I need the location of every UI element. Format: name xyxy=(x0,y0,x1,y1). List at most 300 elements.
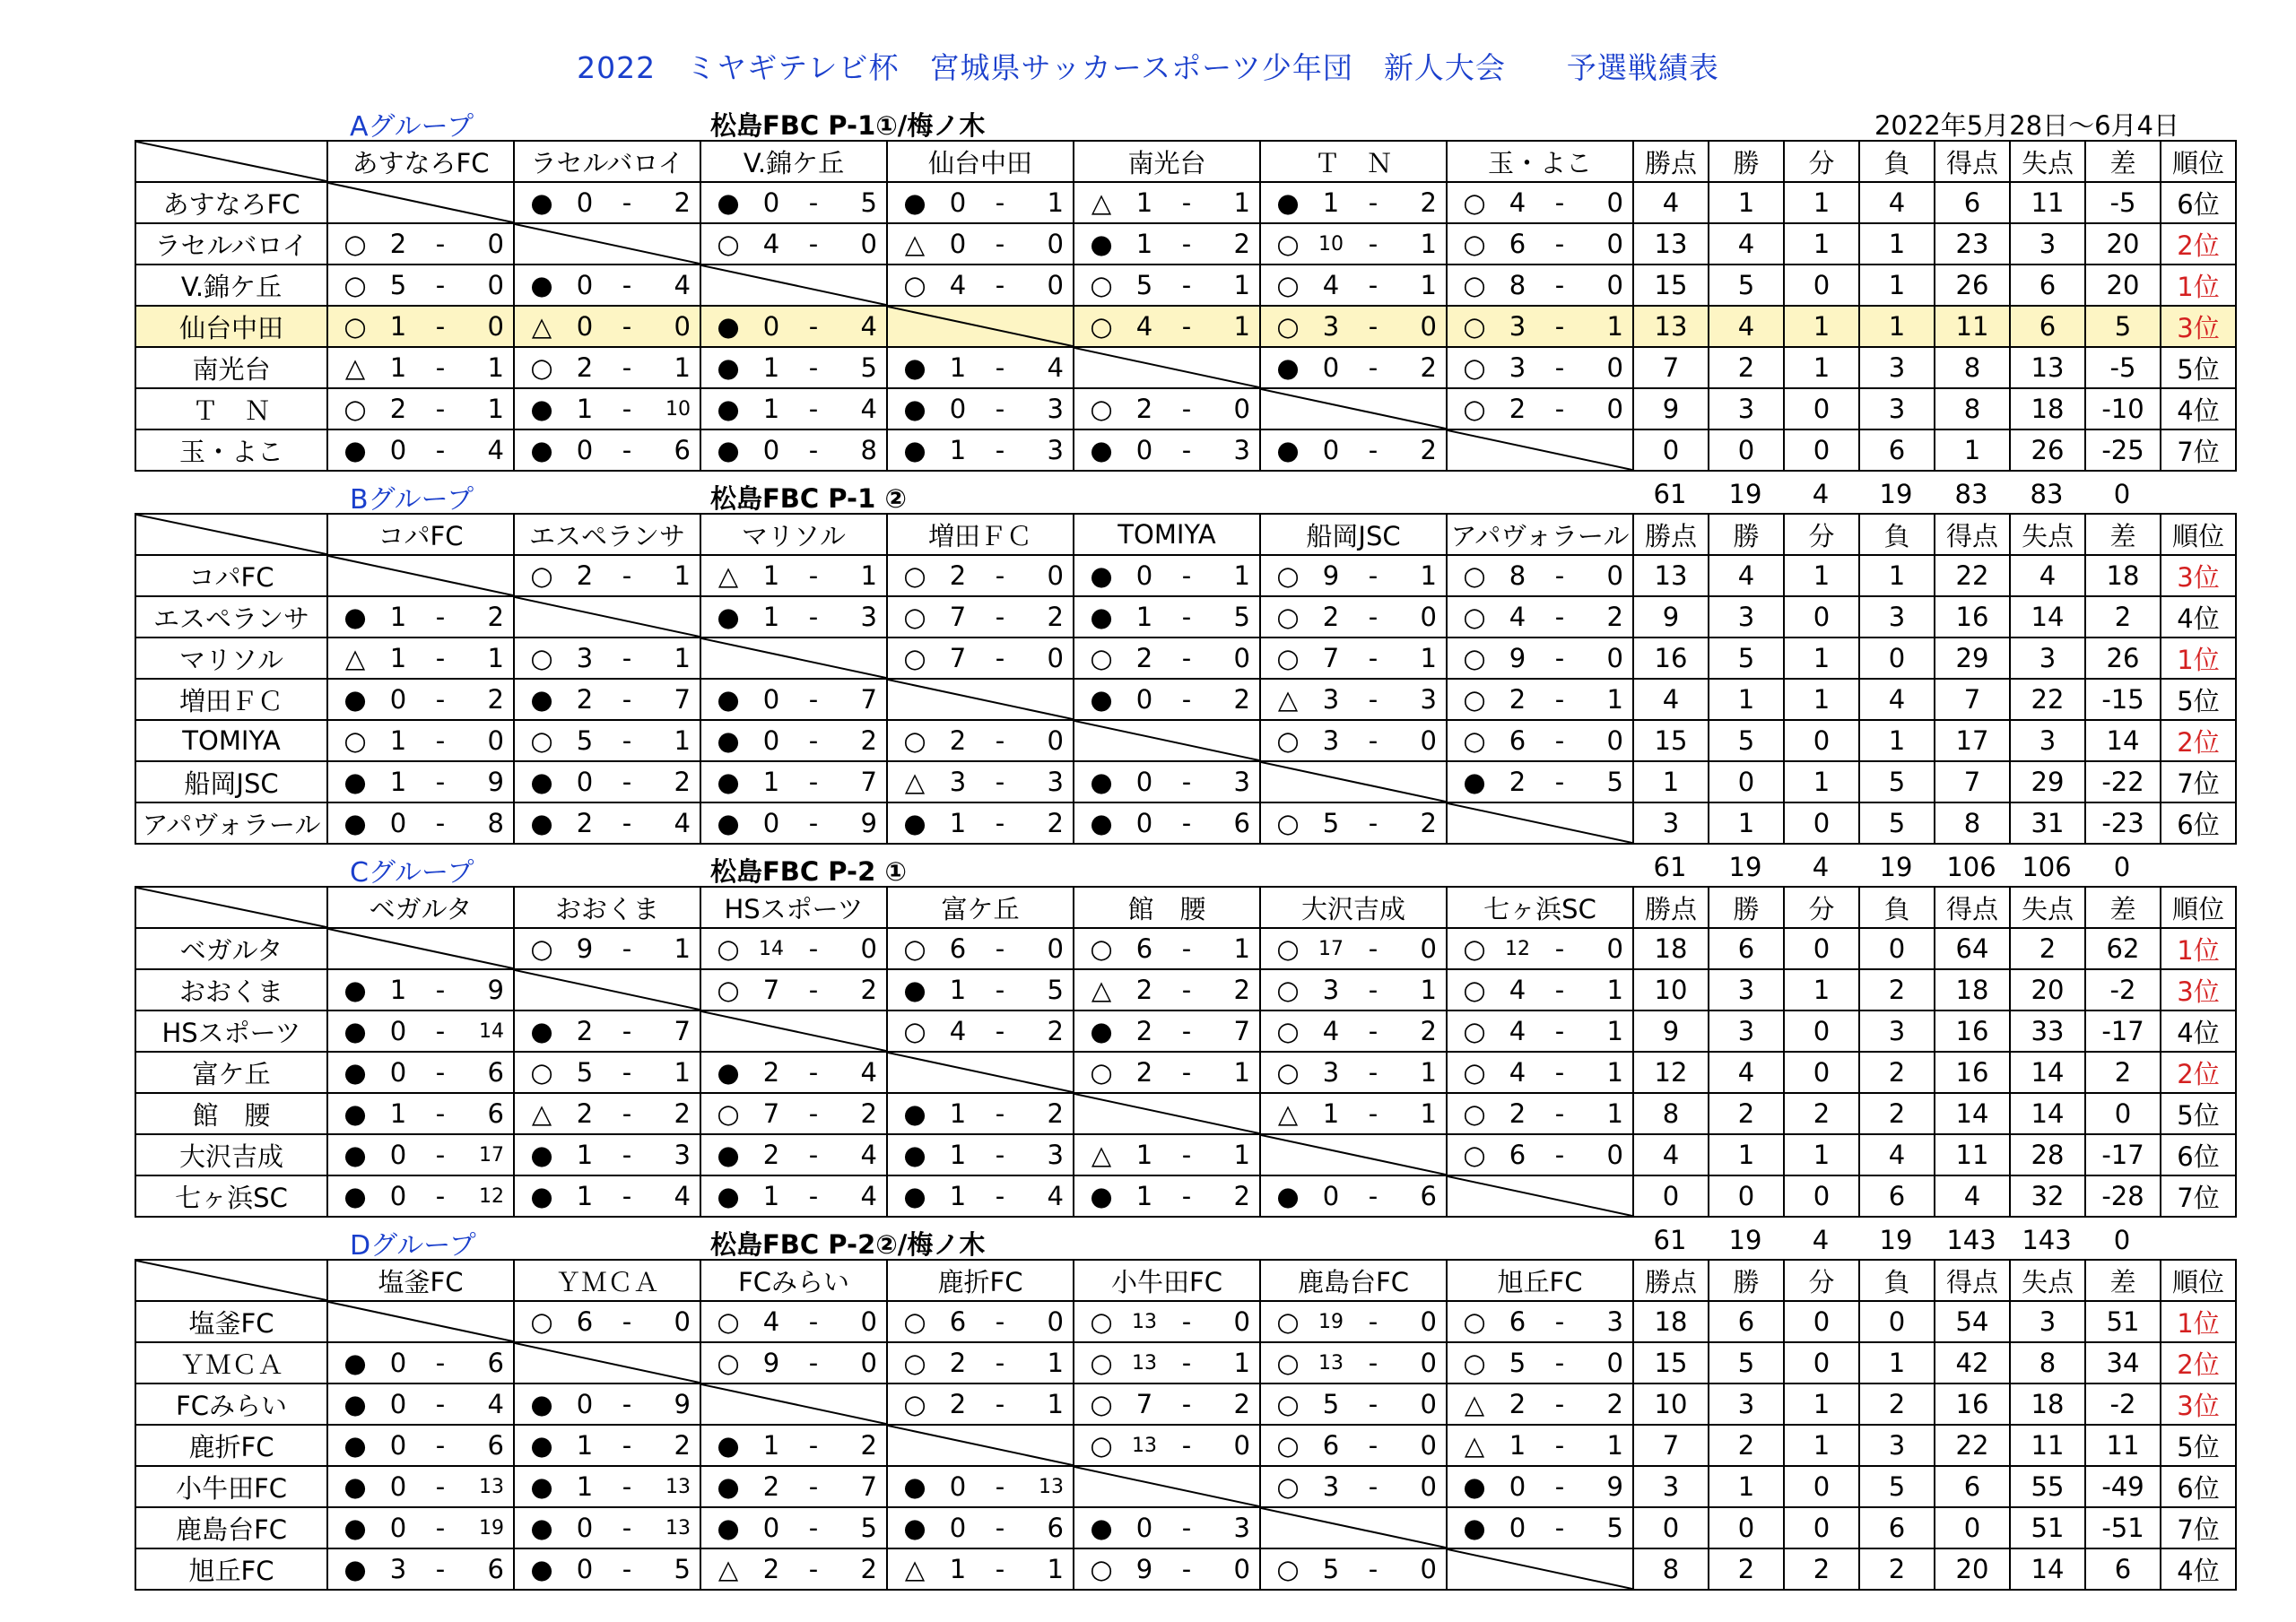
score-for: 0 xyxy=(1135,1513,1153,1543)
result-mark: ● xyxy=(344,808,367,838)
score-against: 0 xyxy=(1606,643,1623,673)
score-against: 13 xyxy=(1039,1475,1064,1498)
score-dash: - xyxy=(995,1471,1005,1502)
score-for: 0 xyxy=(1322,1181,1340,1211)
column-team-name: おおくま xyxy=(514,887,700,928)
self-match-diagonal xyxy=(1261,389,1446,429)
match-result xyxy=(1447,969,1633,1010)
team-row xyxy=(135,1010,2236,1052)
result-mark: ○ xyxy=(903,602,926,632)
stat-cell: 18 xyxy=(1935,969,2010,1010)
rank-cell: 6位 xyxy=(2161,1466,2236,1507)
score-for: 0 xyxy=(576,1554,594,1584)
self-match-diagonal xyxy=(328,1302,513,1341)
result-mark: ○ xyxy=(1463,311,1486,342)
score-dash: - xyxy=(995,270,1005,300)
result-mark: ● xyxy=(903,1513,926,1543)
group-venue: 松島FBC P-2②/梅ノ木 xyxy=(710,1229,986,1260)
score-for: 0 xyxy=(762,311,780,342)
score-for: 5 xyxy=(1322,1554,1340,1584)
score-for: 3 xyxy=(576,643,594,673)
score-dash: - xyxy=(622,1306,632,1337)
stat-header: 分 xyxy=(1784,1260,1859,1301)
self-match-diagonal xyxy=(328,183,513,222)
score-for: 3 xyxy=(1322,725,1340,756)
result-mark: ● xyxy=(530,1513,553,1543)
result-mark: ○ xyxy=(1276,602,1300,632)
score-for: 0 xyxy=(1322,352,1340,383)
score-against: 5 xyxy=(1606,1513,1623,1543)
score-dash: - xyxy=(808,684,819,715)
score-for: 0 xyxy=(576,1513,594,1543)
score-against: 9 xyxy=(674,1389,691,1419)
result-mark: ● xyxy=(1090,1513,1113,1543)
stat-cell: 1 xyxy=(1859,1342,1935,1383)
stat-cell: 0 xyxy=(1709,1175,1784,1217)
stat-cell: 16 xyxy=(1633,638,1709,679)
score-dash: - xyxy=(1368,1430,1378,1461)
stat-cell: 0 xyxy=(1784,720,1859,761)
stat-cell: 4 xyxy=(1633,182,1709,223)
group-header xyxy=(135,102,2260,143)
stat-cell: 3 xyxy=(1709,1383,1784,1425)
result-mark: ● xyxy=(717,1430,740,1461)
result-mark: ○ xyxy=(903,270,926,300)
score-for: 0 xyxy=(762,808,780,838)
self-match-diagonal xyxy=(515,224,700,264)
score-dash: - xyxy=(435,311,446,342)
result-mark: ○ xyxy=(903,1016,926,1046)
stat-cell: 0 xyxy=(1859,638,1935,679)
match-result xyxy=(1447,1093,1633,1134)
score-against: 1 xyxy=(674,725,691,756)
match-result xyxy=(1074,1175,1260,1217)
score-for: 3 xyxy=(1322,311,1340,342)
stat-cell: 3 xyxy=(2010,1301,2085,1342)
match-result xyxy=(1447,928,1633,969)
result-mark: △ xyxy=(1277,1098,1299,1129)
score-dash: - xyxy=(995,352,1005,383)
stat-cell: 20 xyxy=(2085,265,2161,306)
match-result xyxy=(887,638,1074,679)
score-dash: - xyxy=(1368,1181,1378,1211)
result-mark: ● xyxy=(717,725,740,756)
stat-cell: 8 xyxy=(1633,1093,1709,1134)
score-for: 1 xyxy=(389,643,407,673)
score-for: 14 xyxy=(759,937,784,960)
score-for: 2 xyxy=(576,1016,594,1046)
self-match-cell xyxy=(700,265,887,306)
result-mark: ○ xyxy=(903,933,926,964)
stat-cell: 0 xyxy=(1935,1507,2010,1548)
stat-cell: 32 xyxy=(2010,1175,2085,1217)
score-against: 6 xyxy=(1420,1181,1437,1211)
stat-cell: 0 xyxy=(1709,429,1784,471)
result-mark: ○ xyxy=(1090,1430,1113,1461)
result-mark: ○ xyxy=(1090,933,1113,964)
score-for: 0 xyxy=(1509,1513,1526,1543)
column-team-name: Ｔ Ｎ xyxy=(1260,141,1447,182)
stat-cell: 0 xyxy=(1784,1507,1859,1548)
score-against: 5 xyxy=(860,1513,877,1543)
match-result xyxy=(1260,1052,1447,1093)
score-dash: - xyxy=(1368,725,1378,756)
match-result xyxy=(327,1425,514,1466)
match-result xyxy=(327,1010,514,1052)
group-table xyxy=(135,1259,2237,1591)
result-mark: ○ xyxy=(1463,229,1486,259)
score-dash: - xyxy=(1554,352,1565,383)
self-match-cell xyxy=(514,223,700,265)
group-total-value: 19 xyxy=(1879,479,1913,509)
score-dash: - xyxy=(808,1430,819,1461)
group-total-value: 4 xyxy=(1812,479,1830,509)
score-dash: - xyxy=(808,1348,819,1378)
team-row xyxy=(135,928,2236,969)
score-for: 13 xyxy=(1132,1310,1157,1333)
score-dash: - xyxy=(1554,1513,1565,1543)
column-team-name: マリソル xyxy=(700,514,887,555)
group-total-value: 143 xyxy=(1946,1225,1996,1255)
stat-cell: 4 xyxy=(1709,306,1784,347)
rank-cell: 6位 xyxy=(2161,802,2236,844)
match-result xyxy=(887,802,1074,844)
match-result xyxy=(514,679,700,720)
match-result xyxy=(700,761,887,802)
score-for: 0 xyxy=(949,187,967,218)
score-for: 0 xyxy=(762,725,780,756)
result-mark: ● xyxy=(530,394,553,424)
match-result xyxy=(1260,1175,1447,1217)
match-result xyxy=(327,429,514,471)
match-result xyxy=(1260,679,1447,720)
stat-header: 勝点 xyxy=(1633,514,1709,555)
rank-cell: 7位 xyxy=(2161,1507,2236,1548)
column-team-name: 玉・よこ xyxy=(1447,141,1633,182)
score-dash: - xyxy=(1554,684,1565,715)
score-dash: - xyxy=(622,1389,632,1419)
match-result xyxy=(514,802,700,844)
group-total-value: 19 xyxy=(1879,1225,1913,1255)
score-dash: - xyxy=(1554,1348,1565,1378)
match-result xyxy=(1074,802,1260,844)
score-against: 0 xyxy=(1606,1140,1623,1170)
score-dash: - xyxy=(808,311,819,342)
match-result xyxy=(887,1466,1074,1507)
score-dash: - xyxy=(435,394,446,424)
group-name: Aグループ xyxy=(350,111,474,143)
stat-cell: 4 xyxy=(1935,1175,2010,1217)
match-result xyxy=(1074,638,1260,679)
match-result xyxy=(1447,1425,1633,1466)
self-match-diagonal xyxy=(888,680,1073,719)
score-against: 1 xyxy=(1420,270,1437,300)
group-name: Cグループ xyxy=(350,857,474,889)
corner-cell xyxy=(135,887,327,928)
score-for: 1 xyxy=(762,767,780,797)
result-mark: ● xyxy=(530,1430,553,1461)
result-mark: ● xyxy=(344,1513,367,1543)
score-dash: - xyxy=(995,394,1005,424)
result-mark: ○ xyxy=(1463,643,1486,673)
team-row xyxy=(135,802,2236,844)
score-against: 2 xyxy=(674,187,691,218)
score-dash: - xyxy=(1554,602,1565,632)
score-for: 1 xyxy=(389,311,407,342)
score-for: 4 xyxy=(949,1016,967,1046)
self-match-cell xyxy=(1447,429,1633,471)
stat-cell: 11 xyxy=(1935,306,2010,347)
stat-cell: 4 xyxy=(1709,555,1784,596)
row-team-name: コパFC xyxy=(135,555,327,596)
self-match-diagonal xyxy=(328,929,513,968)
match-result xyxy=(514,1052,700,1093)
match-result xyxy=(1260,306,1447,347)
result-mark: ● xyxy=(344,1471,367,1502)
score-for: 3 xyxy=(1322,1057,1340,1088)
match-result xyxy=(1074,1010,1260,1052)
result-mark: ● xyxy=(1090,1181,1113,1211)
score-dash: - xyxy=(1181,684,1192,715)
stat-cell: 1 xyxy=(1709,679,1784,720)
score-against: 2 xyxy=(1420,187,1437,218)
score-dash: - xyxy=(1554,1140,1565,1170)
score-against: 6 xyxy=(487,1348,504,1378)
match-result xyxy=(887,1134,1074,1175)
stat-cell: 0 xyxy=(1784,1175,1859,1217)
group-venue: 松島FBC P-1①/梅ノ木 xyxy=(710,110,986,141)
stat-cell: 3 xyxy=(2010,638,2085,679)
score-against: 9 xyxy=(1606,1471,1623,1502)
result-mark: ○ xyxy=(1463,1098,1486,1129)
stat-cell: 14 xyxy=(2010,596,2085,638)
score-for: 3 xyxy=(1322,975,1340,1005)
score-against: 2 xyxy=(1047,1098,1064,1129)
rank-cell: 3位 xyxy=(2161,969,2236,1010)
score-for: 1 xyxy=(576,1140,594,1170)
group-header xyxy=(135,1221,2260,1262)
score-for: 2 xyxy=(1322,602,1340,632)
score-dash: - xyxy=(1368,270,1378,300)
result-mark: ○ xyxy=(1090,1306,1113,1337)
score-dash: - xyxy=(435,1098,446,1129)
score-against: 4 xyxy=(860,1181,877,1211)
group-total-value: 0 xyxy=(2113,852,2131,882)
match-result xyxy=(327,1052,514,1093)
result-mark: ○ xyxy=(1463,933,1486,964)
column-team-name: V.錦ケ丘 xyxy=(700,141,887,182)
score-against: 1 xyxy=(1606,1098,1623,1129)
self-match-diagonal xyxy=(701,265,886,305)
stat-cell: 7 xyxy=(1935,679,2010,720)
match-result xyxy=(1074,969,1260,1010)
stat-cell: 1 xyxy=(1859,265,1935,306)
match-result xyxy=(887,182,1074,223)
stat-cell: 1 xyxy=(1935,429,2010,471)
match-result xyxy=(514,347,700,388)
match-result xyxy=(1260,638,1447,679)
stat-header: 差 xyxy=(2085,514,2161,555)
score-against: 5 xyxy=(1606,767,1623,797)
stat-cell: -5 xyxy=(2085,347,2161,388)
score-dash: - xyxy=(808,1057,819,1088)
self-match-cell xyxy=(514,969,700,1010)
score-for: 2 xyxy=(762,1140,780,1170)
match-result xyxy=(327,1548,514,1590)
group-total-value: 19 xyxy=(1728,479,1762,509)
stat-cell: 64 xyxy=(1935,928,2010,969)
score-against: 1 xyxy=(1233,1140,1250,1170)
group-venue: 松島FBC P-2 ① xyxy=(710,856,907,887)
score-for: 1 xyxy=(389,725,407,756)
stat-cell: 9 xyxy=(1633,388,1709,429)
score-dash: - xyxy=(622,1430,632,1461)
match-result xyxy=(700,429,887,471)
score-against: 0 xyxy=(1606,1348,1623,1378)
score-against: 8 xyxy=(860,435,877,465)
score-dash: - xyxy=(622,1098,632,1129)
score-dash: - xyxy=(1554,643,1565,673)
match-result xyxy=(327,679,514,720)
score-dash: - xyxy=(1368,975,1378,1005)
match-result xyxy=(1074,596,1260,638)
match-result xyxy=(514,1134,700,1175)
match-result xyxy=(700,1301,887,1342)
score-for: 9 xyxy=(762,1348,780,1378)
stat-header: 勝点 xyxy=(1633,887,1709,928)
stat-cell: 1 xyxy=(1709,1466,1784,1507)
score-dash: - xyxy=(808,352,819,383)
rank-cell: 1位 xyxy=(2161,928,2236,969)
score-dash: - xyxy=(1368,229,1378,259)
group-table xyxy=(135,513,2237,845)
self-match-cell xyxy=(1447,1548,1633,1590)
group-total-value: 4 xyxy=(1812,1225,1830,1255)
self-match-diagonal xyxy=(1074,348,1259,387)
score-for: 5 xyxy=(1322,1389,1340,1419)
score-for: 6 xyxy=(1135,933,1153,964)
score-dash: - xyxy=(1368,352,1378,383)
team-row xyxy=(135,1301,2236,1342)
score-against: 13 xyxy=(665,1475,691,1498)
rank-cell: 2位 xyxy=(2161,223,2236,265)
result-mark: ○ xyxy=(903,560,926,591)
stat-cell: 22 xyxy=(1935,1425,2010,1466)
match-result xyxy=(1074,306,1260,347)
score-dash: - xyxy=(622,933,632,964)
rank-cell: 7位 xyxy=(2161,761,2236,802)
team-row xyxy=(135,1342,2236,1383)
score-against: 14 xyxy=(479,1019,504,1043)
score-against: 0 xyxy=(1606,725,1623,756)
result-mark: ○ xyxy=(1090,270,1113,300)
score-dash: - xyxy=(1181,560,1192,591)
stat-cell: 4 xyxy=(2010,555,2085,596)
score-against: 0 xyxy=(860,229,877,259)
stat-cell: 2 xyxy=(1859,969,1935,1010)
group-total-value: 83 xyxy=(1954,479,1988,509)
stat-cell: 5 xyxy=(2085,306,2161,347)
score-for: 0 xyxy=(949,1513,967,1543)
score-dash: - xyxy=(995,1306,1005,1337)
rank-cell: 5位 xyxy=(2161,1425,2236,1466)
result-mark: ● xyxy=(1463,1513,1486,1543)
self-match-cell xyxy=(514,1342,700,1383)
stat-cell: 11 xyxy=(2010,182,2085,223)
score-for: 5 xyxy=(1322,808,1340,838)
result-mark: ○ xyxy=(903,725,926,756)
result-mark: △ xyxy=(531,311,552,342)
score-against: 2 xyxy=(1047,808,1064,838)
stat-cell: 4 xyxy=(1859,182,1935,223)
stat-cell: 1 xyxy=(1784,1425,1859,1466)
score-against: 2 xyxy=(674,767,691,797)
result-mark: ○ xyxy=(1463,187,1486,218)
score-against: 2 xyxy=(487,602,504,632)
stat-cell: 8 xyxy=(2010,1342,2085,1383)
score-against: 0 xyxy=(1047,560,1064,591)
score-dash: - xyxy=(1181,1430,1192,1461)
column-team-name: FCみらい xyxy=(700,1260,887,1301)
score-dash: - xyxy=(1368,187,1378,218)
team-row xyxy=(135,1175,2236,1217)
match-result xyxy=(327,720,514,761)
stat-cell: 1 xyxy=(1859,223,1935,265)
score-against: 0 xyxy=(1420,1554,1437,1584)
column-team-name: 大沢吉成 xyxy=(1260,887,1447,928)
score-against: 0 xyxy=(1420,602,1437,632)
team-row xyxy=(135,1383,2236,1425)
score-against: 4 xyxy=(487,435,504,465)
column-team-name: 富ケ丘 xyxy=(887,887,1074,928)
score-dash: - xyxy=(1554,270,1565,300)
score-dash: - xyxy=(995,1554,1005,1584)
score-dash: - xyxy=(1181,187,1192,218)
score-against: 1 xyxy=(674,643,691,673)
stat-cell: 51 xyxy=(2010,1507,2085,1548)
stat-cell: 42 xyxy=(1935,1342,2010,1383)
score-against: 3 xyxy=(1606,1306,1623,1337)
score-against: 5 xyxy=(860,187,877,218)
stat-cell: 0 xyxy=(1859,1301,1935,1342)
match-result xyxy=(514,1093,700,1134)
self-match-cell xyxy=(327,182,514,223)
team-row xyxy=(135,223,2236,265)
stat-cell: 62 xyxy=(2085,928,2161,969)
rank-cell: 4位 xyxy=(2161,1010,2236,1052)
match-result xyxy=(1074,555,1260,596)
result-mark: ● xyxy=(344,1348,367,1378)
score-against: 0 xyxy=(1420,1430,1437,1461)
score-for: 1 xyxy=(762,602,780,632)
score-dash: - xyxy=(1368,311,1378,342)
score-dash: - xyxy=(808,560,819,591)
team-row xyxy=(135,265,2236,306)
result-mark: ● xyxy=(344,1554,367,1584)
score-dash: - xyxy=(808,725,819,756)
column-team-name: アパヴォラール xyxy=(1447,514,1633,555)
score-dash: - xyxy=(808,1306,819,1337)
result-mark: ○ xyxy=(1276,1554,1300,1584)
result-mark: ● xyxy=(530,187,553,218)
team-row xyxy=(135,969,2236,1010)
match-result xyxy=(887,1507,1074,1548)
result-mark: ● xyxy=(717,602,740,632)
score-against: 1 xyxy=(1420,975,1437,1005)
stat-cell: 31 xyxy=(2010,802,2085,844)
result-mark: △ xyxy=(904,1554,926,1584)
score-for: 3 xyxy=(1322,1471,1340,1502)
